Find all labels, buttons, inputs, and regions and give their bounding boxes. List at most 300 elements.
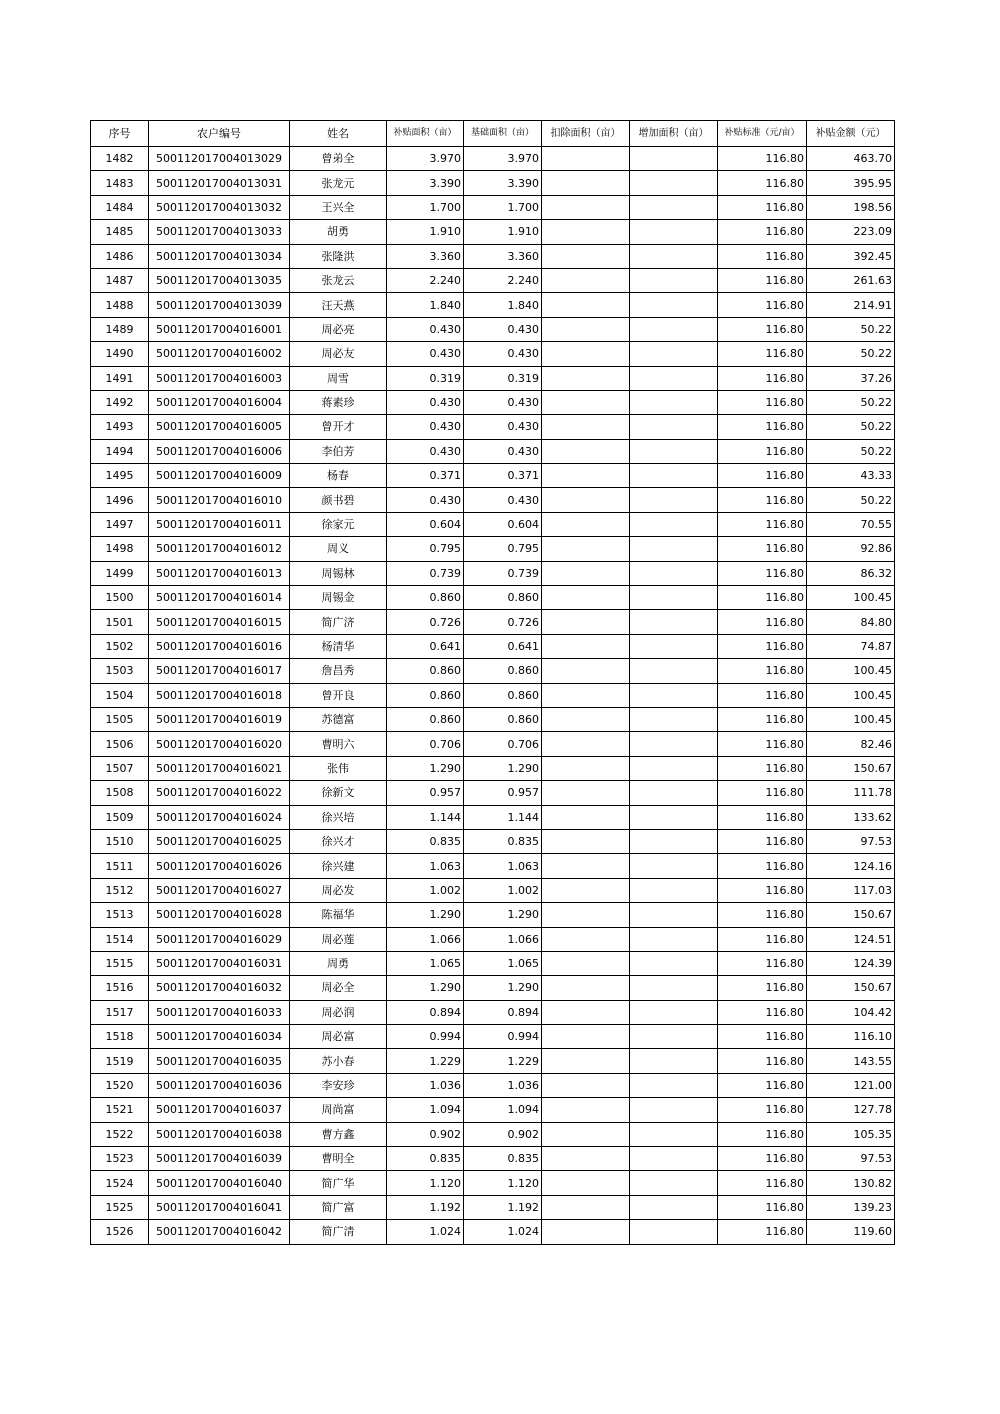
cell-subsidy-rate: 116.80: [718, 634, 807, 658]
table-row: [91, 1073, 895, 1097]
cell-base-area: 2.240: [464, 268, 542, 292]
cell-farmer-id: 500112017004016020: [149, 732, 290, 756]
cell-added-area: [630, 683, 718, 707]
cell-added-area: [630, 293, 718, 317]
table-row: [91, 732, 895, 756]
cell-added-area: [630, 512, 718, 536]
cell-added-area: [630, 829, 718, 853]
cell-deducted-area: [542, 805, 630, 829]
cell-deducted-area: [542, 415, 630, 439]
cell-name: 胡勇: [290, 220, 387, 244]
cell-base-area: 0.860: [464, 659, 542, 683]
cell-index: 1505: [91, 707, 149, 731]
cell-index: 1490: [91, 342, 149, 366]
cell-subsidy-amount: 97.53: [807, 829, 895, 853]
cell-subsidy-amount: 105.35: [807, 1122, 895, 1146]
cell-base-area: 0.706: [464, 732, 542, 756]
cell-base-area: 0.371: [464, 464, 542, 488]
cell-index: 1487: [91, 268, 149, 292]
cell-base-area: 3.970: [464, 147, 542, 171]
cell-deducted-area: [542, 464, 630, 488]
cell-farmer-id: 500112017004016039: [149, 1147, 290, 1171]
cell-subsidy-area: 0.430: [387, 488, 464, 512]
cell-added-area: [630, 1147, 718, 1171]
cell-name: 陈福华: [290, 903, 387, 927]
table-row: [91, 927, 895, 951]
cell-subsidy-area: 1.002: [387, 878, 464, 902]
subsidy-table: [90, 120, 895, 1245]
cell-index: 1495: [91, 464, 149, 488]
cell-base-area: 1.229: [464, 1049, 542, 1073]
cell-subsidy-rate: 116.80: [718, 683, 807, 707]
cell-subsidy-amount: 395.95: [807, 171, 895, 195]
cell-farmer-id: 500112017004016028: [149, 903, 290, 927]
cell-added-area: [630, 1171, 718, 1195]
cell-index: 1522: [91, 1122, 149, 1146]
cell-subsidy-rate: 116.80: [718, 1000, 807, 1024]
cell-name: 简广华: [290, 1171, 387, 1195]
table-row: [91, 1122, 895, 1146]
cell-subsidy-amount: 100.45: [807, 659, 895, 683]
cell-subsidy-area: 0.860: [387, 707, 464, 731]
cell-index: 1493: [91, 415, 149, 439]
cell-subsidy-amount: 150.67: [807, 903, 895, 927]
cell-subsidy-rate: 116.80: [718, 805, 807, 829]
cell-farmer-id: 500112017004016012: [149, 537, 290, 561]
cell-index: 1482: [91, 147, 149, 171]
cell-base-area: 3.360: [464, 244, 542, 268]
cell-deducted-area: [542, 1073, 630, 1097]
cell-base-area: 0.860: [464, 707, 542, 731]
cell-deducted-area: [542, 756, 630, 780]
cell-subsidy-rate: 116.80: [718, 390, 807, 414]
cell-subsidy-amount: 117.03: [807, 878, 895, 902]
cell-name: 张龙元: [290, 171, 387, 195]
table-row: [91, 195, 895, 219]
table-row: [91, 366, 895, 390]
table-row: [91, 537, 895, 561]
cell-subsidy-rate: 116.80: [718, 1073, 807, 1097]
cell-name: 蒋素珍: [290, 390, 387, 414]
cell-added-area: [630, 464, 718, 488]
cell-farmer-id: 500112017004016013: [149, 561, 290, 585]
cell-index: 1515: [91, 951, 149, 975]
cell-added-area: [630, 317, 718, 341]
cell-base-area: 1.192: [464, 1195, 542, 1219]
cell-added-area: [630, 390, 718, 414]
header-added-area: 增加面积（亩）: [630, 121, 718, 147]
cell-subsidy-area: 0.795: [387, 537, 464, 561]
cell-farmer-id: 500112017004016018: [149, 683, 290, 707]
cell-deducted-area: [542, 366, 630, 390]
cell-added-area: [630, 805, 718, 829]
cell-subsidy-area: 0.641: [387, 634, 464, 658]
cell-subsidy-rate: 116.80: [718, 464, 807, 488]
cell-deducted-area: [542, 829, 630, 853]
cell-subsidy-rate: 116.80: [718, 268, 807, 292]
cell-base-area: 0.795: [464, 537, 542, 561]
cell-name: 简广清: [290, 1220, 387, 1244]
cell-index: 1494: [91, 439, 149, 463]
cell-base-area: 0.641: [464, 634, 542, 658]
cell-added-area: [630, 878, 718, 902]
header-name: 姓名: [290, 121, 387, 147]
cell-name: 汪天燕: [290, 293, 387, 317]
cell-name: 周必全: [290, 976, 387, 1000]
cell-name: 周必润: [290, 1000, 387, 1024]
cell-farmer-id: 500112017004016036: [149, 1073, 290, 1097]
cell-subsidy-amount: 50.22: [807, 390, 895, 414]
cell-deducted-area: [542, 732, 630, 756]
cell-farmer-id: 500112017004016006: [149, 439, 290, 463]
cell-index: 1504: [91, 683, 149, 707]
cell-subsidy-rate: 116.80: [718, 220, 807, 244]
cell-farmer-id: 500112017004016025: [149, 829, 290, 853]
header-row: [91, 121, 895, 147]
cell-subsidy-area: 1.229: [387, 1049, 464, 1073]
cell-subsidy-rate: 116.80: [718, 342, 807, 366]
table-row: [91, 805, 895, 829]
cell-deducted-area: [542, 586, 630, 610]
cell-deducted-area: [542, 1220, 630, 1244]
cell-farmer-id: 500112017004016009: [149, 464, 290, 488]
cell-added-area: [630, 756, 718, 780]
cell-added-area: [630, 1000, 718, 1024]
cell-added-area: [630, 1195, 718, 1219]
cell-subsidy-rate: 116.80: [718, 1147, 807, 1171]
cell-subsidy-amount: 74.87: [807, 634, 895, 658]
cell-index: 1484: [91, 195, 149, 219]
cell-added-area: [630, 634, 718, 658]
cell-subsidy-amount: 100.45: [807, 683, 895, 707]
cell-index: 1508: [91, 781, 149, 805]
cell-name: 颜书碧: [290, 488, 387, 512]
cell-subsidy-rate: 116.80: [718, 537, 807, 561]
cell-name: 徐新文: [290, 781, 387, 805]
cell-added-area: [630, 951, 718, 975]
cell-subsidy-rate: 116.80: [718, 903, 807, 927]
cell-base-area: 0.726: [464, 610, 542, 634]
cell-subsidy-area: 1.290: [387, 756, 464, 780]
cell-added-area: [630, 171, 718, 195]
table-row: [91, 1025, 895, 1049]
header-deducted-area: 扣除面积（亩）: [542, 121, 630, 147]
cell-subsidy-rate: 116.80: [718, 317, 807, 341]
cell-farmer-id: 500112017004016014: [149, 586, 290, 610]
cell-deducted-area: [542, 1098, 630, 1122]
table-row: [91, 464, 895, 488]
cell-farmer-id: 500112017004016005: [149, 415, 290, 439]
cell-subsidy-rate: 116.80: [718, 366, 807, 390]
cell-added-area: [630, 1025, 718, 1049]
cell-added-area: [630, 220, 718, 244]
cell-subsidy-rate: 116.80: [718, 171, 807, 195]
cell-deducted-area: [542, 293, 630, 317]
cell-index: 1509: [91, 805, 149, 829]
cell-added-area: [630, 268, 718, 292]
cell-added-area: [630, 1073, 718, 1097]
cell-added-area: [630, 659, 718, 683]
cell-subsidy-amount: 198.56: [807, 195, 895, 219]
cell-subsidy-area: 0.860: [387, 659, 464, 683]
cell-index: 1485: [91, 220, 149, 244]
cell-base-area: 0.430: [464, 415, 542, 439]
cell-subsidy-area: 0.726: [387, 610, 464, 634]
cell-subsidy-rate: 116.80: [718, 586, 807, 610]
cell-name: 周锡林: [290, 561, 387, 585]
cell-index: 1523: [91, 1147, 149, 1171]
table-row: [91, 659, 895, 683]
cell-base-area: 1.290: [464, 903, 542, 927]
cell-subsidy-amount: 124.51: [807, 927, 895, 951]
cell-deducted-area: [542, 561, 630, 585]
cell-base-area: 0.430: [464, 488, 542, 512]
table-row: [91, 756, 895, 780]
cell-added-area: [630, 610, 718, 634]
cell-farmer-id: 500112017004016041: [149, 1195, 290, 1219]
cell-index: 1519: [91, 1049, 149, 1073]
cell-name: 曹方鑫: [290, 1122, 387, 1146]
cell-name: 周必亮: [290, 317, 387, 341]
cell-farmer-id: 500112017004016010: [149, 488, 290, 512]
cell-subsidy-rate: 116.80: [718, 1049, 807, 1073]
cell-subsidy-amount: 121.00: [807, 1073, 895, 1097]
cell-farmer-id: 500112017004016016: [149, 634, 290, 658]
cell-name: 简广济: [290, 610, 387, 634]
cell-subsidy-amount: 70.55: [807, 512, 895, 536]
cell-farmer-id: 500112017004016027: [149, 878, 290, 902]
cell-subsidy-amount: 127.78: [807, 1098, 895, 1122]
cell-subsidy-area: 0.430: [387, 390, 464, 414]
cell-subsidy-amount: 50.22: [807, 488, 895, 512]
cell-name: 曾弟全: [290, 147, 387, 171]
cell-subsidy-amount: 100.45: [807, 707, 895, 731]
cell-name: 周必莲: [290, 927, 387, 951]
table-row: [91, 415, 895, 439]
cell-subsidy-area: 0.860: [387, 586, 464, 610]
cell-deducted-area: [542, 854, 630, 878]
cell-name: 张隆洪: [290, 244, 387, 268]
cell-base-area: 1.094: [464, 1098, 542, 1122]
cell-name: 徐兴培: [290, 805, 387, 829]
cell-index: 1526: [91, 1220, 149, 1244]
cell-subsidy-amount: 86.32: [807, 561, 895, 585]
cell-base-area: 1.024: [464, 1220, 542, 1244]
cell-index: 1506: [91, 732, 149, 756]
cell-subsidy-area: 0.835: [387, 1147, 464, 1171]
table-row: [91, 1147, 895, 1171]
cell-deducted-area: [542, 634, 630, 658]
cell-subsidy-area: 0.902: [387, 1122, 464, 1146]
cell-subsidy-rate: 116.80: [718, 244, 807, 268]
cell-subsidy-rate: 116.80: [718, 878, 807, 902]
cell-subsidy-area: 0.430: [387, 317, 464, 341]
cell-farmer-id: 500112017004016042: [149, 1220, 290, 1244]
table-row: [91, 781, 895, 805]
cell-subsidy-amount: 392.45: [807, 244, 895, 268]
cell-name: 王兴全: [290, 195, 387, 219]
cell-name: 杨春: [290, 464, 387, 488]
table-row: [91, 342, 895, 366]
table-row: [91, 220, 895, 244]
cell-deducted-area: [542, 1025, 630, 1049]
cell-base-area: 1.036: [464, 1073, 542, 1097]
cell-farmer-id: 500112017004016031: [149, 951, 290, 975]
cell-deducted-area: [542, 903, 630, 927]
cell-farmer-id: 500112017004016022: [149, 781, 290, 805]
cell-index: 1517: [91, 1000, 149, 1024]
cell-subsidy-area: 1.910: [387, 220, 464, 244]
header-subsidy-amount: 补贴金额（元）: [807, 121, 895, 147]
cell-subsidy-amount: 119.60: [807, 1220, 895, 1244]
cell-added-area: [630, 732, 718, 756]
cell-farmer-id: 500112017004016019: [149, 707, 290, 731]
cell-added-area: [630, 927, 718, 951]
cell-added-area: [630, 1122, 718, 1146]
cell-base-area: 0.430: [464, 390, 542, 414]
cell-deducted-area: [542, 220, 630, 244]
cell-subsidy-rate: 116.80: [718, 976, 807, 1000]
cell-index: 1499: [91, 561, 149, 585]
cell-name: 曹明全: [290, 1147, 387, 1171]
cell-base-area: 1.840: [464, 293, 542, 317]
cell-farmer-id: 500112017004013031: [149, 171, 290, 195]
cell-index: 1486: [91, 244, 149, 268]
cell-deducted-area: [542, 1195, 630, 1219]
cell-deducted-area: [542, 195, 630, 219]
cell-name: 杨清华: [290, 634, 387, 658]
cell-subsidy-amount: 100.45: [807, 586, 895, 610]
cell-farmer-id: 500112017004016029: [149, 927, 290, 951]
cell-index: 1502: [91, 634, 149, 658]
table-row: [91, 634, 895, 658]
table-row: [91, 610, 895, 634]
cell-farmer-id: 500112017004016032: [149, 976, 290, 1000]
cell-subsidy-amount: 82.46: [807, 732, 895, 756]
cell-name: 周锡金: [290, 586, 387, 610]
cell-farmer-id: 500112017004013039: [149, 293, 290, 317]
cell-name: 苏德富: [290, 707, 387, 731]
cell-name: 曾开良: [290, 683, 387, 707]
table-row: [91, 878, 895, 902]
cell-deducted-area: [542, 781, 630, 805]
cell-subsidy-area: 0.430: [387, 439, 464, 463]
cell-index: 1491: [91, 366, 149, 390]
cell-deducted-area: [542, 878, 630, 902]
cell-added-area: [630, 854, 718, 878]
cell-added-area: [630, 561, 718, 585]
cell-farmer-id: 500112017004013032: [149, 195, 290, 219]
table-row: [91, 1049, 895, 1073]
cell-index: 1496: [91, 488, 149, 512]
cell-subsidy-area: 1.144: [387, 805, 464, 829]
cell-index: 1500: [91, 586, 149, 610]
cell-subsidy-area: 1.290: [387, 903, 464, 927]
cell-name: 周必发: [290, 878, 387, 902]
cell-index: 1507: [91, 756, 149, 780]
cell-base-area: 0.835: [464, 829, 542, 853]
cell-deducted-area: [542, 707, 630, 731]
cell-subsidy-rate: 116.80: [718, 732, 807, 756]
cell-index: 1525: [91, 1195, 149, 1219]
cell-base-area: 1.910: [464, 220, 542, 244]
cell-name: 张伟: [290, 756, 387, 780]
cell-base-area: 1.066: [464, 927, 542, 951]
cell-base-area: 0.604: [464, 512, 542, 536]
cell-subsidy-area: 1.063: [387, 854, 464, 878]
cell-index: 1489: [91, 317, 149, 341]
cell-name: 周必富: [290, 1025, 387, 1049]
cell-farmer-id: 500112017004016024: [149, 805, 290, 829]
cell-subsidy-area: 3.360: [387, 244, 464, 268]
cell-subsidy-amount: 143.55: [807, 1049, 895, 1073]
cell-added-area: [630, 903, 718, 927]
cell-added-area: [630, 415, 718, 439]
cell-name: 李伯芳: [290, 439, 387, 463]
table-row: [91, 586, 895, 610]
cell-base-area: 1.065: [464, 951, 542, 975]
cell-subsidy-amount: 150.67: [807, 976, 895, 1000]
cell-name: 苏小春: [290, 1049, 387, 1073]
cell-base-area: 0.430: [464, 342, 542, 366]
cell-base-area: 1.290: [464, 756, 542, 780]
header-base-area: 基础面积（亩）: [464, 121, 542, 147]
cell-subsidy-amount: 124.16: [807, 854, 895, 878]
cell-subsidy-area: 1.192: [387, 1195, 464, 1219]
cell-index: 1497: [91, 512, 149, 536]
cell-base-area: 0.319: [464, 366, 542, 390]
cell-farmer-id: 500112017004016004: [149, 390, 290, 414]
table-row: [91, 561, 895, 585]
cell-deducted-area: [542, 1049, 630, 1073]
table-row: [91, 951, 895, 975]
cell-subsidy-area: 1.700: [387, 195, 464, 219]
cell-base-area: 1.290: [464, 976, 542, 1000]
cell-subsidy-rate: 116.80: [718, 781, 807, 805]
cell-base-area: 0.894: [464, 1000, 542, 1024]
cell-subsidy-amount: 116.10: [807, 1025, 895, 1049]
cell-subsidy-area: 0.860: [387, 683, 464, 707]
cell-subsidy-area: 3.970: [387, 147, 464, 171]
cell-deducted-area: [542, 317, 630, 341]
cell-farmer-id: 500112017004016035: [149, 1049, 290, 1073]
cell-subsidy-amount: 97.53: [807, 1147, 895, 1171]
cell-name: 张龙云: [290, 268, 387, 292]
cell-farmer-id: 500112017004016034: [149, 1025, 290, 1049]
cell-subsidy-area: 0.319: [387, 366, 464, 390]
cell-name: 徐家元: [290, 512, 387, 536]
cell-deducted-area: [542, 488, 630, 512]
cell-subsidy-rate: 116.80: [718, 1171, 807, 1195]
cell-index: 1513: [91, 903, 149, 927]
cell-index: 1483: [91, 171, 149, 195]
table-row: [91, 512, 895, 536]
cell-subsidy-area: 0.604: [387, 512, 464, 536]
cell-base-area: 0.430: [464, 317, 542, 341]
table-row: [91, 293, 895, 317]
header-subsidy-rate: 补贴标准（元/亩）: [718, 121, 807, 147]
cell-added-area: [630, 366, 718, 390]
cell-index: 1514: [91, 927, 149, 951]
cell-subsidy-amount: 223.09: [807, 220, 895, 244]
cell-base-area: 0.902: [464, 1122, 542, 1146]
cell-name: 詹昌秀: [290, 659, 387, 683]
cell-index: 1518: [91, 1025, 149, 1049]
table-row: [91, 1220, 895, 1244]
cell-deducted-area: [542, 1147, 630, 1171]
cell-added-area: [630, 244, 718, 268]
table-row: [91, 976, 895, 1000]
